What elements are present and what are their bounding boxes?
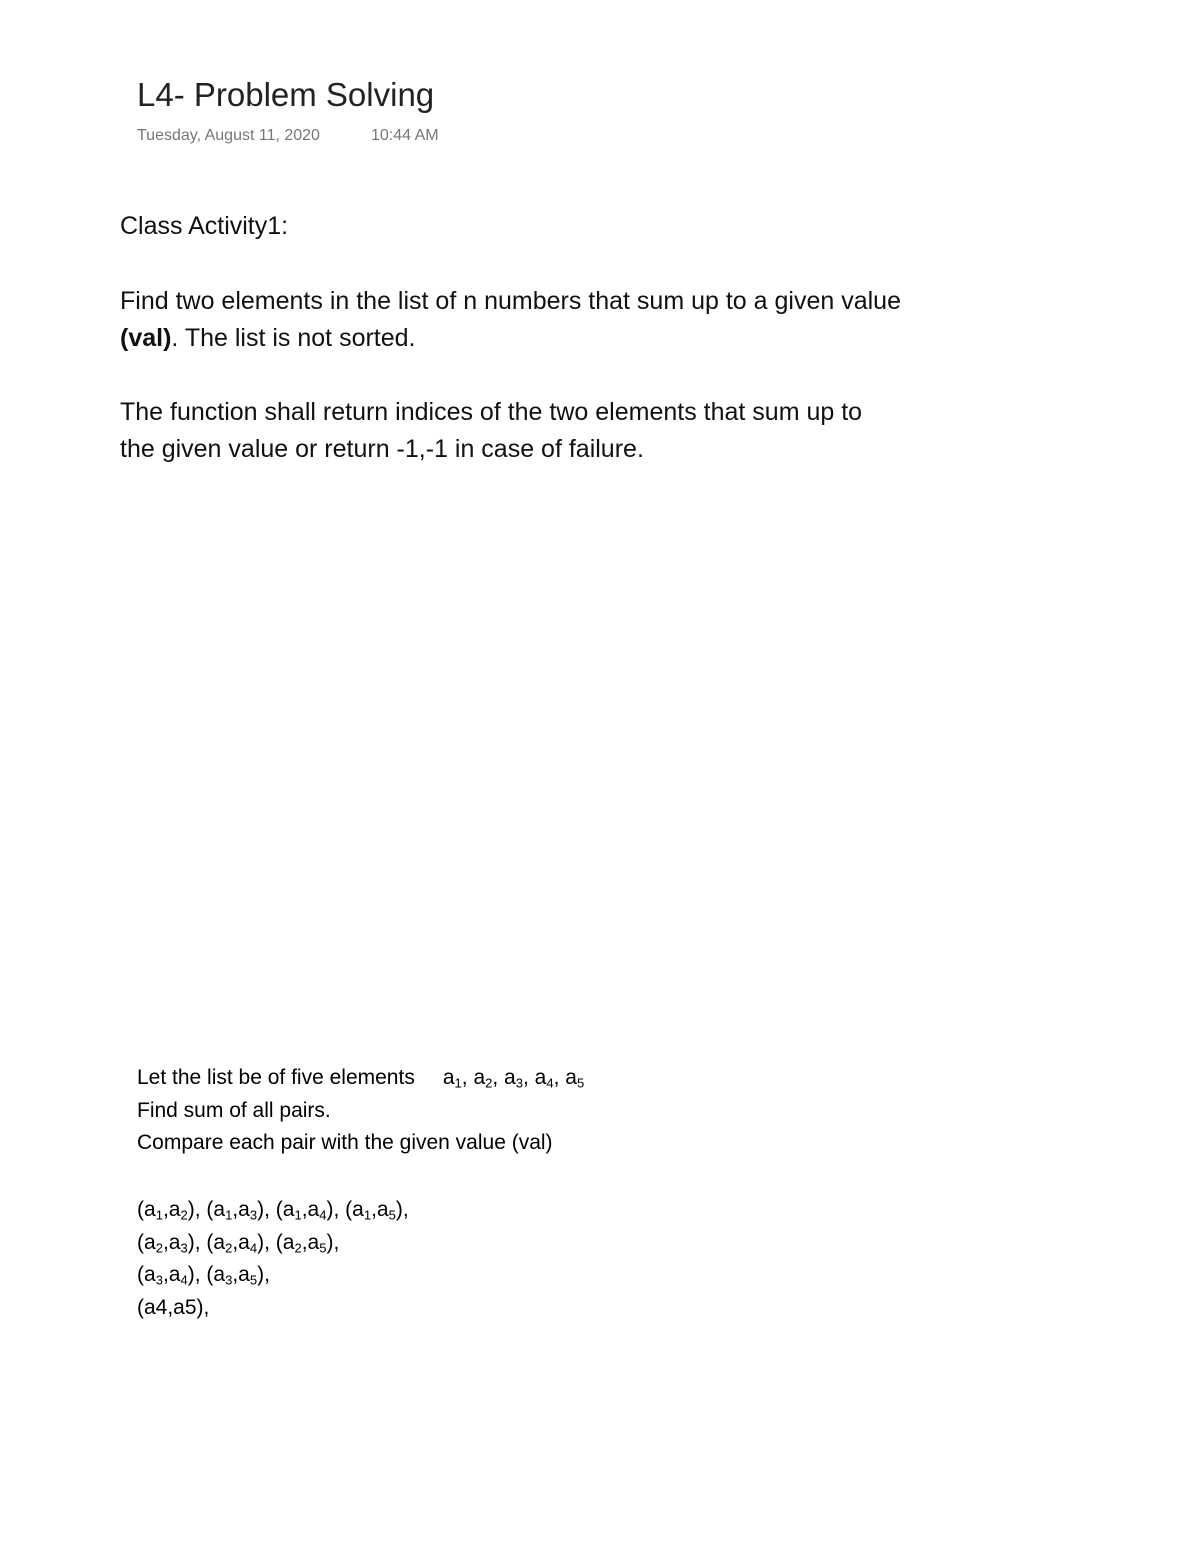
approach-steps: [137, 1062, 584, 1160]
pair-item: $(a_1,a_3)$,: [206, 1198, 276, 1223]
element-item: $a_2$,: [473, 1066, 505, 1091]
pair-item: $(a_2,a_5)$,: [275, 1230, 340, 1255]
pair-item: $(a_3,a_5)$,: [206, 1263, 270, 1288]
activity-heading: Class Activity1:: [120, 212, 289, 240]
problem-statement: [120, 283, 901, 357]
pairs-row: [137, 1227, 409, 1260]
elements-list: [443, 1062, 584, 1095]
pairs-row-last: (a4,a5),: [137, 1295, 210, 1319]
pair-item: $(a_1,a_2)$,: [137, 1198, 207, 1223]
page-title: L4- Problem Solving: [137, 76, 435, 113]
step-1-text: Let the list be of five elements: [137, 1066, 415, 1089]
step-3: Compare each pair with the given value (val): [137, 1131, 553, 1154]
element-item: $a_1$,: [442, 1066, 474, 1091]
note-date: Tuesday, August 11, 2020: [137, 127, 320, 144]
function-line-2: the given value or return -1,-1 in case of failure.: [120, 435, 644, 463]
problem-line-2-rest: . The list is not sorted.: [171, 324, 416, 352]
element-item: $a_3$,: [504, 1066, 535, 1091]
element-item: $a_5$: [565, 1066, 585, 1091]
pair-item: $(a_1,a_5)$,: [345, 1198, 409, 1223]
problem-line-2: [120, 320, 901, 357]
element-item: $a_4$,: [534, 1066, 566, 1091]
val-keyword: (val): [120, 324, 172, 352]
pairs-row: [137, 1259, 409, 1292]
pairs-list: [137, 1194, 409, 1324]
pair-item: $(a_2,a_4)$,: [206, 1230, 276, 1255]
function-line-1: The function shall return indices of the two elements that sum up to: [120, 398, 863, 426]
pairs-row: [137, 1194, 409, 1227]
function-description: [120, 394, 862, 468]
pair-item: $(a_1,a_4)$,: [275, 1198, 346, 1223]
step-2: Find sum of all pairs.: [137, 1098, 331, 1122]
note-time: 10:44 AM: [371, 127, 439, 144]
step-1: [137, 1062, 584, 1095]
pair-item: $(a_3,a_4)$,: [137, 1263, 207, 1288]
problem-line-1: Find two elements in the list of n numbers that sum up to a given value: [120, 287, 901, 315]
pair-item: $(a_2,a_3)$,: [137, 1230, 207, 1255]
